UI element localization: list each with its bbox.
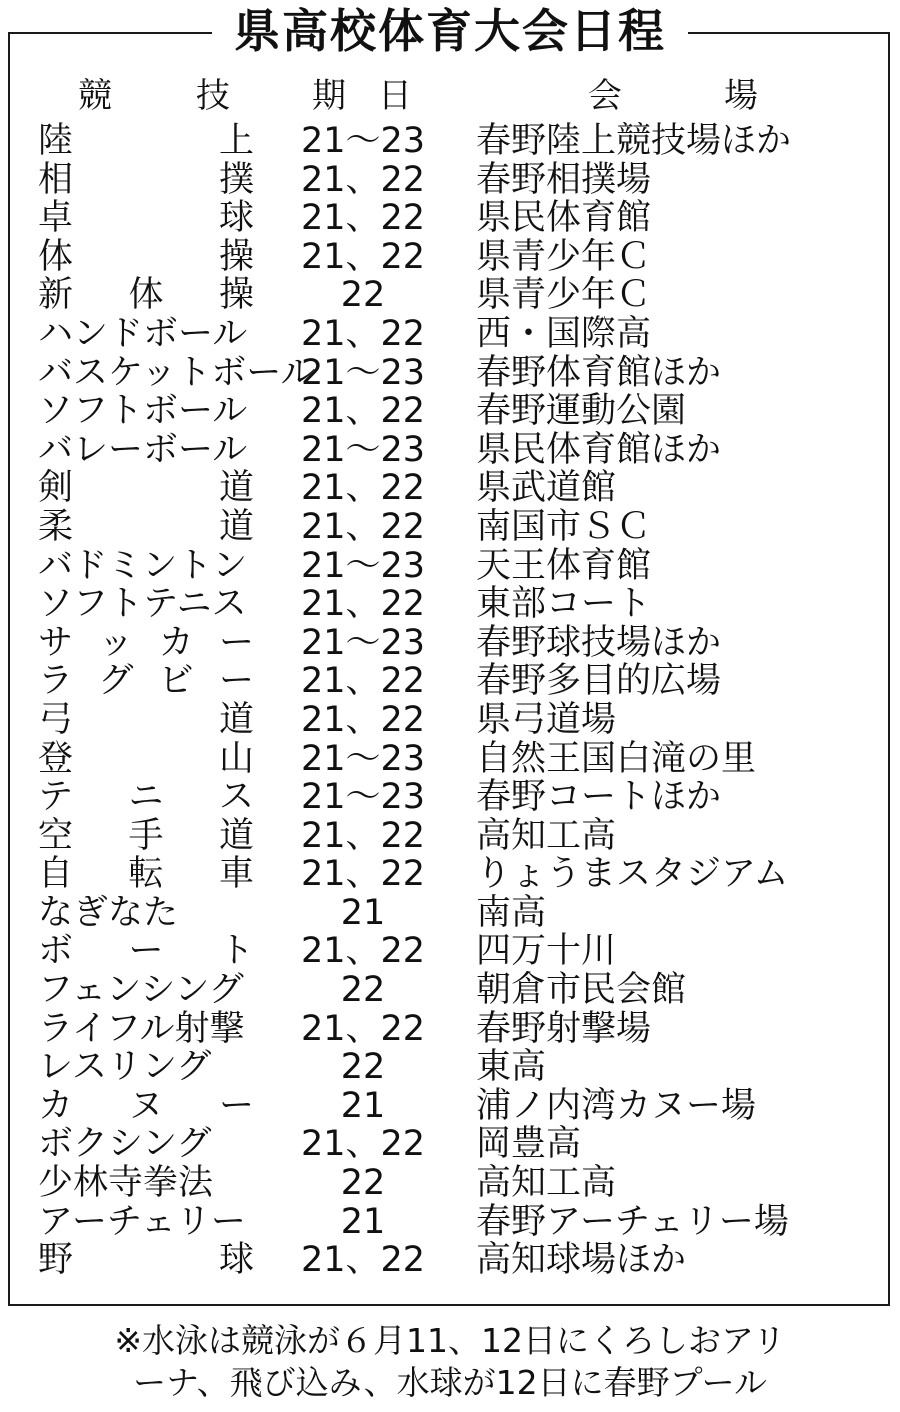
event-name bbox=[38, 585, 254, 624]
event-venue: 浦ノ内湾カヌー場 bbox=[476, 1086, 757, 1126]
event-venue: 春野体育館ほか bbox=[476, 353, 722, 393]
event-name bbox=[38, 855, 254, 894]
event-dates: 21、22 bbox=[300, 198, 426, 239]
event-dates: 22 bbox=[340, 1163, 386, 1204]
table-row bbox=[0, 701, 900, 740]
event-venue: 四万十川 bbox=[476, 932, 617, 972]
event-name-part: 車 bbox=[218, 854, 254, 895]
event-name-part: 道 bbox=[218, 815, 254, 856]
header-event-char: 技 bbox=[196, 76, 230, 116]
event-name bbox=[38, 817, 254, 856]
event-name bbox=[38, 1048, 254, 1087]
event-venue: 春野アーチェリー場 bbox=[476, 1202, 789, 1242]
table-row bbox=[0, 199, 900, 238]
header-date-char: 日 bbox=[378, 76, 412, 116]
event-dates: 21～23 bbox=[300, 121, 426, 161]
event-name bbox=[38, 971, 254, 1010]
table-row bbox=[0, 740, 900, 779]
event-name-part: ハンドボール bbox=[38, 313, 248, 354]
table-row bbox=[0, 315, 900, 354]
header-venue-char: 会 bbox=[588, 76, 622, 116]
event-venue: 高知工高 bbox=[476, 816, 617, 856]
event-name-part: ボ bbox=[38, 931, 74, 972]
table-row bbox=[0, 431, 900, 470]
table-row bbox=[0, 1048, 900, 1087]
event-venue: 東高 bbox=[476, 1048, 547, 1087]
event-name-part: 陸 bbox=[38, 121, 74, 161]
header-date-char: 期 bbox=[312, 76, 346, 116]
event-name-part: ソフトボール bbox=[38, 391, 248, 432]
table-row bbox=[0, 276, 900, 315]
event-venue: りょうまスタジアム bbox=[476, 855, 789, 894]
table-row bbox=[0, 1203, 900, 1242]
event-venue: 県民体育館 bbox=[476, 199, 652, 238]
header-event-char: 競 bbox=[78, 76, 112, 116]
event-name-part: ト bbox=[218, 931, 254, 972]
event-venue: 岡豊高 bbox=[476, 1125, 582, 1165]
table-row bbox=[0, 932, 900, 971]
table-row bbox=[0, 1087, 900, 1126]
event-name-part: ー bbox=[218, 622, 254, 663]
table-row bbox=[0, 1125, 900, 1164]
header-venue-char: 場 bbox=[724, 76, 758, 116]
event-name bbox=[38, 778, 254, 817]
event-name-part: 空 bbox=[38, 815, 74, 856]
event-name-part: 道 bbox=[218, 699, 254, 740]
event-name bbox=[38, 315, 254, 354]
event-name-part: バドミントン bbox=[38, 545, 248, 586]
table-row bbox=[0, 817, 900, 856]
event-name-part: 剣 bbox=[38, 468, 74, 509]
table-row bbox=[0, 508, 900, 547]
table-row bbox=[0, 624, 900, 663]
event-name-part: 柔 bbox=[38, 506, 74, 547]
event-name bbox=[38, 508, 254, 547]
event-name-part: ヌ bbox=[128, 1085, 164, 1126]
event-dates: 21 bbox=[340, 1085, 386, 1126]
event-name-part: 自 bbox=[38, 854, 74, 895]
event-name-part: 球 bbox=[218, 1240, 254, 1281]
event-name bbox=[38, 276, 254, 315]
event-dates: 21、22 bbox=[300, 1240, 426, 1281]
event-venue: 県民体育館ほか bbox=[476, 430, 722, 470]
event-name-part: 転 bbox=[128, 854, 164, 895]
event-dates: 21、22 bbox=[300, 931, 426, 972]
event-venue: 県弓道場 bbox=[476, 700, 617, 740]
table-header bbox=[0, 72, 900, 120]
event-name-part: ッ bbox=[98, 622, 134, 663]
event-venue: 西・国際高 bbox=[476, 314, 652, 354]
event-name-part: ー bbox=[218, 1085, 254, 1126]
event-name-part: カ bbox=[158, 622, 194, 663]
event-venue: 東部コート bbox=[476, 585, 652, 624]
event-name-part: 道 bbox=[218, 468, 254, 509]
event-venue: 高知球場ほか bbox=[476, 1241, 687, 1280]
event-name bbox=[38, 122, 254, 161]
event-name bbox=[38, 352, 316, 393]
event-dates: 21、22 bbox=[300, 1008, 426, 1049]
event-name-part: 球 bbox=[218, 198, 254, 239]
table-row bbox=[0, 855, 900, 894]
event-name-part: 登 bbox=[38, 738, 74, 779]
event-venue: 春野コートほか bbox=[476, 778, 722, 817]
event-dates: 21 bbox=[340, 892, 386, 933]
event-dates: 21、22 bbox=[300, 236, 426, 277]
table-row bbox=[0, 778, 900, 817]
event-name bbox=[38, 1203, 254, 1242]
event-name bbox=[38, 1241, 254, 1280]
event-dates: 21～23 bbox=[300, 622, 426, 663]
event-name-part: 体 bbox=[128, 275, 164, 316]
title-bar bbox=[0, 0, 900, 62]
event-name bbox=[38, 469, 254, 508]
event-name bbox=[38, 662, 254, 701]
table-row bbox=[0, 122, 900, 161]
event-dates: 21、22 bbox=[300, 815, 426, 856]
table-row bbox=[0, 547, 900, 586]
table-row bbox=[0, 971, 900, 1010]
event-name-part: 操 bbox=[218, 275, 254, 316]
event-name-part: ソフトテニス bbox=[38, 584, 247, 625]
event-name bbox=[38, 740, 254, 779]
event-name bbox=[38, 894, 254, 933]
table-row bbox=[0, 161, 900, 200]
table-row bbox=[0, 585, 900, 624]
table-row bbox=[0, 392, 900, 431]
event-name-part: 野 bbox=[38, 1240, 74, 1281]
event-dates: 21～23 bbox=[300, 777, 426, 818]
header-date bbox=[312, 72, 412, 120]
event-name-part: ボクシング bbox=[38, 1124, 212, 1165]
event-name bbox=[38, 392, 254, 431]
event-name-part: 卓 bbox=[38, 198, 74, 239]
event-name-part: ス bbox=[218, 777, 254, 818]
event-name-part: ラ bbox=[38, 661, 74, 702]
event-name bbox=[38, 624, 254, 663]
event-dates: 21、22 bbox=[300, 699, 426, 740]
event-name-part: 上 bbox=[218, 121, 254, 161]
page-title: 県高校体育大会日程 bbox=[212, 0, 688, 62]
event-venue: 春野射撃場 bbox=[476, 1009, 652, 1049]
event-name-part: なぎなた bbox=[38, 892, 179, 933]
event-name-part: バレーボール bbox=[38, 429, 248, 470]
event-name-part: 相 bbox=[38, 159, 74, 200]
event-name bbox=[38, 701, 254, 740]
event-name-part: 弓 bbox=[38, 699, 74, 740]
table-row bbox=[0, 1010, 900, 1049]
event-dates: 22 bbox=[340, 1047, 386, 1088]
event-name-part: グ bbox=[98, 661, 134, 702]
event-name-part: ニ bbox=[128, 777, 164, 818]
event-dates: 21～23 bbox=[300, 738, 426, 779]
event-dates: 21、22 bbox=[300, 506, 426, 547]
event-dates: 21、22 bbox=[300, 854, 426, 895]
event-dates: 21～23 bbox=[300, 545, 426, 586]
event-name-part: 体 bbox=[38, 236, 74, 277]
event-venue: 自然王国白滝の里 bbox=[476, 739, 757, 779]
event-name bbox=[38, 238, 254, 277]
event-name-part: 撲 bbox=[218, 159, 254, 200]
event-venue: 県武道館 bbox=[476, 469, 617, 508]
table-row bbox=[0, 354, 900, 393]
event-name bbox=[38, 199, 254, 238]
event-dates: 21、22 bbox=[300, 661, 426, 702]
event-name bbox=[38, 1010, 254, 1049]
event-name-part: ビ bbox=[158, 661, 194, 702]
event-dates: 22 bbox=[340, 970, 386, 1011]
event-dates: 21、22 bbox=[300, 391, 426, 432]
schedule-table bbox=[0, 122, 900, 1280]
event-venue: 南国市ＳＣ bbox=[476, 507, 652, 547]
event-name bbox=[38, 932, 254, 971]
event-dates: 21～23 bbox=[300, 429, 426, 470]
event-name-part: ライフル射撃 bbox=[38, 1008, 245, 1049]
table-row bbox=[0, 469, 900, 508]
event-name-part: カ bbox=[38, 1085, 74, 1126]
event-name bbox=[38, 1164, 254, 1203]
event-name bbox=[38, 1125, 254, 1164]
table-row bbox=[0, 1241, 900, 1280]
table-row bbox=[0, 662, 900, 701]
header-venue bbox=[588, 72, 758, 120]
event-dates: 22 bbox=[340, 275, 386, 316]
event-name bbox=[38, 1087, 254, 1126]
event-dates: 21、22 bbox=[300, 468, 426, 509]
event-dates: 21、22 bbox=[300, 313, 426, 354]
table-row bbox=[0, 1164, 900, 1203]
event-venue: 春野球技場ほか bbox=[476, 623, 722, 663]
event-name-part: フェンシング bbox=[38, 970, 244, 1011]
footnote-line-2: ーナ、飛び込み、水球が12日に春野プール bbox=[132, 1363, 767, 1402]
event-name-part: 道 bbox=[218, 506, 254, 547]
event-dates: 21、22 bbox=[300, 159, 426, 200]
event-name-part: アーチェリー bbox=[38, 1201, 246, 1242]
event-name-part: テ bbox=[38, 777, 74, 818]
event-dates: 21～23 bbox=[300, 352, 426, 393]
table-row bbox=[0, 894, 900, 933]
event-venue: 高知工高 bbox=[476, 1164, 617, 1203]
event-name-part: 操 bbox=[218, 236, 254, 277]
event-venue: 天王体育館 bbox=[476, 546, 652, 586]
event-venue: 南高 bbox=[476, 893, 547, 933]
event-dates: 21 bbox=[340, 1201, 386, 1242]
event-name-part: 山 bbox=[218, 738, 254, 779]
event-name-part: バスケットボール bbox=[38, 352, 316, 393]
event-name-part: レスリング bbox=[38, 1047, 212, 1088]
header-event bbox=[78, 72, 230, 120]
event-venue: 県青少年Ｃ bbox=[476, 237, 652, 277]
event-venue: 春野相撲場 bbox=[476, 160, 652, 200]
event-venue: 春野多目的広場 bbox=[476, 662, 722, 701]
event-venue: 春野運動公園 bbox=[476, 392, 687, 431]
event-venue: 朝倉市民会館 bbox=[476, 971, 687, 1010]
event-venue: 県青少年Ｃ bbox=[476, 276, 652, 315]
event-name-part: ー bbox=[218, 661, 254, 702]
event-venue: 春野陸上競技場ほか bbox=[476, 122, 792, 161]
event-name-part: 手 bbox=[128, 815, 164, 856]
footnote-line-1: ※水泳は競泳が６月11、12日にくろしおアリ bbox=[114, 1321, 786, 1360]
event-name bbox=[38, 431, 254, 470]
event-name bbox=[38, 161, 254, 200]
event-name-part: ー bbox=[128, 931, 164, 972]
event-name-part: 新 bbox=[38, 275, 74, 316]
table-row bbox=[0, 238, 900, 277]
event-name bbox=[38, 547, 254, 586]
event-dates: 21、22 bbox=[300, 1124, 426, 1165]
event-dates: 21、22 bbox=[300, 584, 426, 625]
event-name-part: サ bbox=[38, 622, 74, 663]
event-name-part: 少林寺拳法 bbox=[38, 1163, 214, 1204]
